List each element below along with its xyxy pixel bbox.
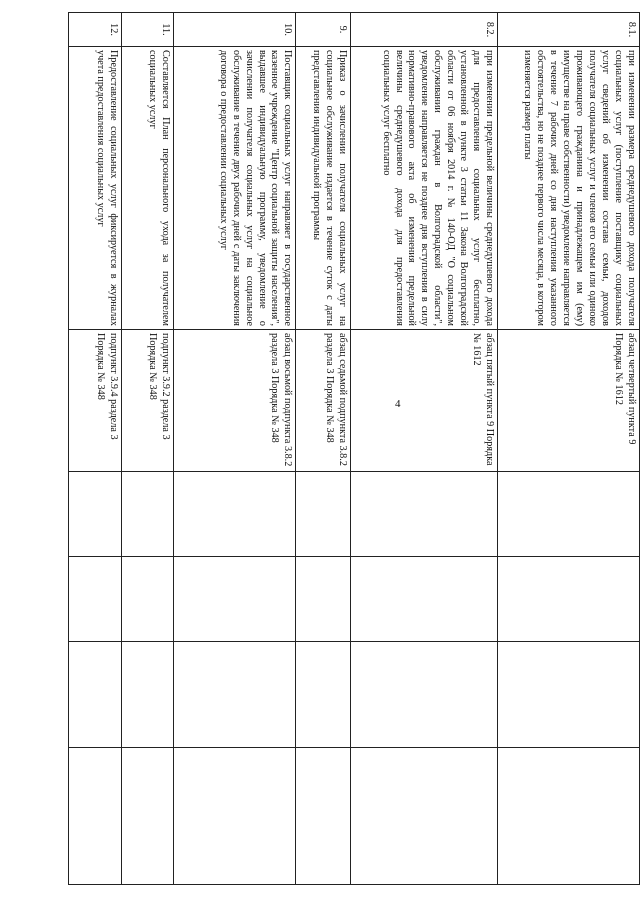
empty-cell	[296, 557, 351, 642]
empty-cell	[69, 642, 122, 748]
row-number: 8.1.	[498, 13, 640, 47]
rotated-table-container	[68, 12, 640, 884]
legal-basis: абзац восьмой подпункта 3.8.2 раздела 3 Порядка № 348	[173, 330, 295, 472]
requirement-description: при изменении размера среднедушевого дохода получателя социальных услуг (поступление поставщику социальных услуг сведений об изменении состава семьи, доходов получателя социальных услуг и членов его семьи или одиноко проживающего гражданина и принадлежащем им (ему) имуществе на праве собственности) уведомление направляется в течение 7 рабочих дней со дня наступления указанного обстоятельства, но не позднее первого числа месяца, в котором изменяется размер платы	[498, 47, 640, 330]
empty-cell	[121, 642, 173, 748]
requirement-description: при изменении предельной величины среднедушевого дохода для предоставления социальных услуг бесплатно, установленной в пункте 3 статьи 11 Закона Волгоградской области от 06 ноября 2014 г. № 140-ОД "О социальном обслуживании граждан в Волгоградской области", уведомление направляется не позднее дня вступления в силу нормативно-правового акта об изменения предельной величины среднедушевого дохода для предоставления социальных услуг бесплатно	[351, 47, 498, 330]
empty-cell	[498, 642, 640, 748]
empty-cell	[296, 642, 351, 748]
requirement-description: Предоставление социальных услуг фиксируется в журналах учета предоставления социальных услуг	[69, 47, 122, 330]
empty-cell	[121, 748, 173, 885]
legal-basis: подпункт 3.9.4 раздела 3 Порядка № 348	[69, 330, 122, 472]
table-row	[69, 13, 122, 885]
table-row	[498, 13, 640, 885]
empty-cell	[351, 557, 498, 642]
requirement-description: Составляется План персонального ухода за получателем социальных услуг	[121, 47, 173, 330]
empty-cell	[69, 748, 122, 885]
empty-cell	[173, 557, 295, 642]
table-row	[296, 13, 351, 885]
empty-cell	[173, 642, 295, 748]
legal-basis: подпункт 3.9.2 раздела 3 Порядка № 348	[121, 330, 173, 472]
empty-cell	[121, 472, 173, 557]
table-row	[351, 13, 498, 885]
page-number: 4	[395, 398, 401, 410]
empty-cell	[69, 472, 122, 557]
empty-cell	[173, 748, 295, 885]
empty-cell	[121, 557, 173, 642]
empty-cell	[351, 642, 498, 748]
empty-cell	[351, 472, 498, 557]
empty-cell	[498, 472, 640, 557]
empty-cell	[173, 472, 295, 557]
empty-cell	[498, 748, 640, 885]
empty-cell	[498, 557, 640, 642]
legal-basis: абзац пятый пункта 9 Порядка № 1612	[351, 330, 498, 472]
requirement-description: Приказ о зачислении получателя социальных услуг на социальное обслуживание издается в течение суток с даты представления индивидуальной программы	[296, 47, 351, 330]
requirement-description: Поставщик социальных услуг направляет в государственное казенное учреждение "Центр социальной защиты населения", выдавшее индивидуальную программу, уведомление о зачислении получателя социальных услуг на социальное обслуживание в течение двух рабочих дней с даты заключения договора о предоставлении социальных услуг	[173, 47, 295, 330]
empty-cell	[351, 748, 498, 885]
requirements-table	[68, 12, 640, 885]
legal-basis: абзац седьмой подпункта 3.8.2 раздела 3 Порядка № 348	[296, 330, 351, 472]
table-row	[121, 13, 173, 885]
row-number: 11.	[121, 13, 173, 47]
legal-basis: абзац четвертый пункта 9 Порядка № 1612	[498, 330, 640, 472]
row-number: 10.	[173, 13, 295, 47]
empty-cell	[296, 748, 351, 885]
row-number: 9.	[296, 13, 351, 47]
empty-cell	[296, 472, 351, 557]
row-number: 12.	[69, 13, 122, 47]
empty-cell	[69, 557, 122, 642]
row-number: 8.2.	[351, 13, 498, 47]
table-row	[173, 13, 295, 885]
